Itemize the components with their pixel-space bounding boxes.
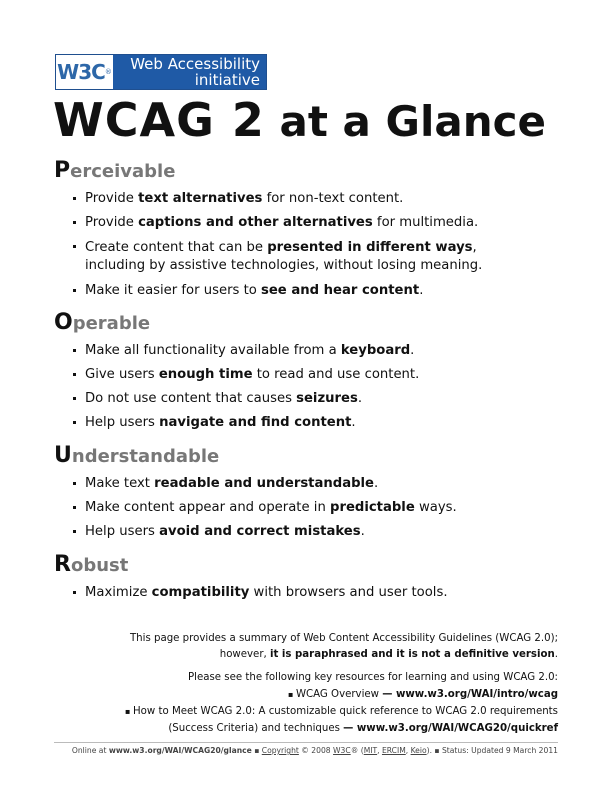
list-item: Make it easier for users to see and hear content. [72, 283, 482, 299]
section-operable [54, 312, 419, 431]
page-title-rest: at a Glance [264, 97, 547, 146]
list-item: Do not use content that causes seizures. [72, 391, 419, 407]
heading-initial: O [54, 310, 73, 335]
heading-rest: perable [72, 313, 151, 334]
w3c-logo [56, 55, 113, 89]
heading-rest: erceivable [70, 161, 176, 182]
disclaimer [98, 631, 558, 663]
list-item: Provide text alternatives for non-text content. [72, 191, 482, 207]
section-heading [54, 554, 448, 577]
w3c-logo-text: W3C [57, 60, 105, 84]
heading-rest: nderstandable [71, 446, 220, 467]
section-heading [54, 160, 482, 183]
principle-list [72, 585, 448, 601]
list-item: Make all functionality available from a keyboard. [72, 343, 419, 359]
list-item: Help users navigate and find content. [72, 415, 419, 431]
heading-initial: P [54, 158, 71, 183]
ercim-link[interactable]: ERCIM [381, 746, 406, 755]
copyright-link[interactable]: Copyright [261, 746, 299, 755]
section-perceivable [54, 160, 482, 299]
principle-list [72, 343, 419, 431]
list-item: Make content appear and operate in predictable ways. [72, 500, 457, 516]
disclaimer-line2: however, it is paraphrased and it is not a definitive version. [219, 649, 558, 660]
list-item: Give users enough time to read and use content. [72, 367, 419, 383]
list-item: Maximize compatibility with browsers and user tools. [72, 585, 448, 601]
footer: Online at www.w3.org/WAI/WCAG20/glance ▪ Copyright © 2008 W3C® (MIT, ERCIM, Keio). ▪ Status: Updated 9 March 2011 [71, 746, 558, 755]
list-item: Help users avoid and correct mistakes. [72, 524, 457, 540]
wai-logo-text [113, 55, 266, 89]
disclaimer-line1: This page provides a summary of Web Content Accessibility Guidelines (WCAG 2.0); [129, 633, 558, 644]
principle-list [72, 191, 482, 299]
footer-url[interactable]: www.w3.org/WAI/WCAG20/glance [108, 746, 252, 755]
wai-logo-line2: initiative [194, 71, 260, 89]
resource-item: ▪ How to Meet WCAG 2.0: A customizable quick reference to WCAG 2.0 requirements [38, 703, 558, 720]
list-item: Provide captions and other alternatives for multimedia. [72, 215, 482, 231]
heading-initial: U [54, 443, 72, 468]
heading-initial: R [54, 552, 71, 577]
w3c-reg-mark: ® [104, 68, 112, 76]
list-item: Create content that can be presented in different ways, including by assistive technologies, without losing meaning. [72, 239, 482, 275]
section-heading [54, 445, 457, 468]
list-item: Make text readable and understandable. [72, 476, 457, 492]
footer-divider [54, 742, 558, 743]
resources-intro: Please see the following key resources for learning and using WCAG 2.0: [187, 672, 558, 683]
mit-link[interactable]: MIT [363, 746, 378, 755]
w3c-link[interactable]: W3C [333, 746, 351, 755]
section-understandable [54, 445, 457, 540]
section-heading [54, 312, 419, 335]
page-title [53, 90, 546, 155]
resource-link[interactable]: — www.w3.org/WAI/intro/wcag [382, 689, 558, 700]
wai-logo [55, 54, 267, 90]
section-robust [54, 554, 448, 601]
keio-link[interactable]: Keio [410, 746, 427, 755]
resources [38, 669, 558, 737]
resource-item: ▪ WCAG Overview — www.w3.org/WAI/intro/wcag [38, 686, 558, 703]
page-title-bold: WCAG 2 [53, 93, 265, 147]
heading-rest: obust [70, 555, 129, 576]
resource-link[interactable]: — www.w3.org/WAI/WCAG20/quickref [343, 723, 558, 734]
principle-list [72, 476, 457, 540]
resource-item-cont: (Success Criteria) and techniques — www.w3.org/WAI/WCAG20/quickref [168, 723, 558, 734]
wai-logo-line1: Web Accessibility [130, 55, 260, 73]
